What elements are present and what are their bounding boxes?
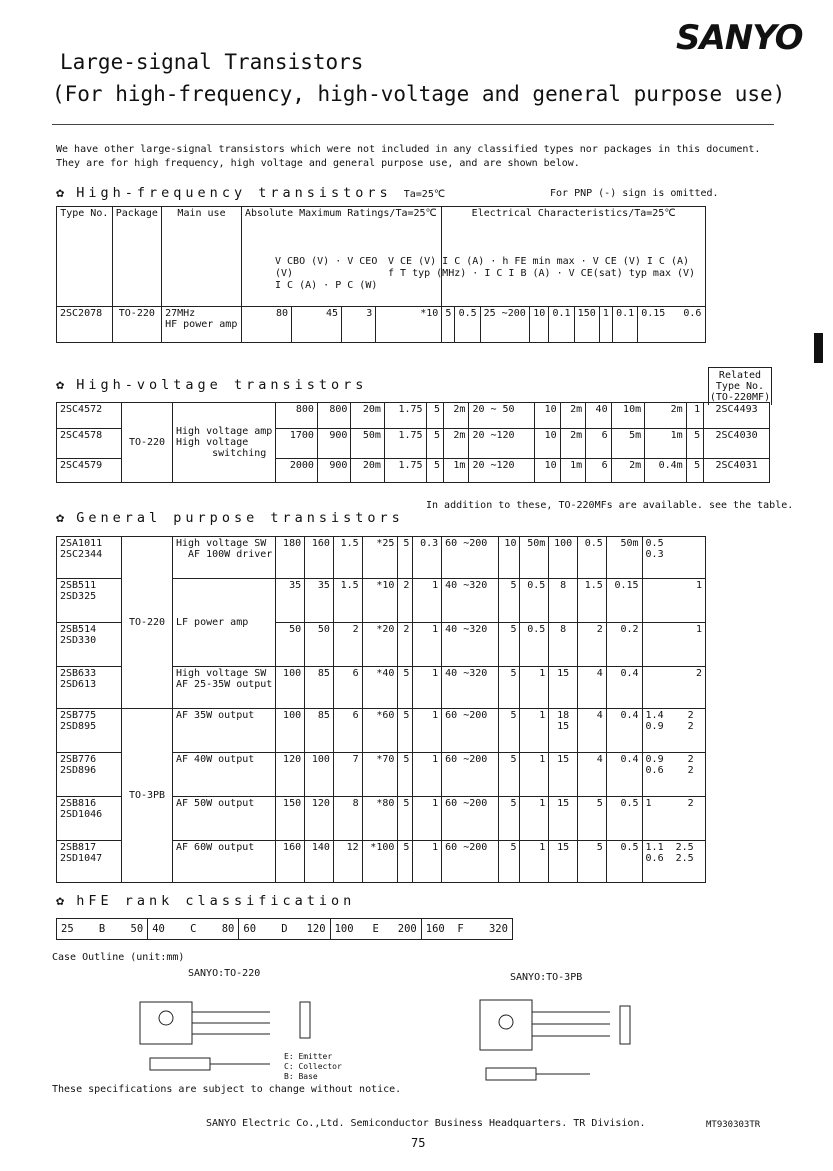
table-row: 2SC2078 TO-220 27MHz HF power amp 80 45 3 *10 5 0.5 25 ∼200 10 0.1 150 1 0.1 0.15 0.6 (57, 307, 706, 343)
elec-symbols: V CE (V) I C (A) · h FE min max · V CE (V) I C (A) f T typ (MHz) · I C I B (A) · V CE(sat) typ max (V) (388, 256, 696, 279)
col-elec: Electrical Characteristics/Ta=25℃ (442, 207, 706, 307)
to220-mount-hole (159, 1011, 173, 1025)
document-code: MT930303TR (706, 1120, 761, 1130)
table-row: 2SB816 2SD1046 AF 50W output 150 120 8 *80 5 1 60 ∼200 5 1 15 5 0.5 1 2 (57, 797, 706, 841)
edge-tab-marker (814, 333, 823, 363)
to3pb-mount-hole (499, 1015, 513, 1029)
table-row: 2SC4572 TO-220 High voltage amp High voltage switching 800 800 20m 1.75 5 2m 20 ∼ 50 10 2m 40 10m 2m 1 2SC4493 (57, 403, 770, 429)
hv-heading: ✿ High-voltage transistors (56, 377, 368, 393)
to220-label: SANYO:TO-220 (188, 968, 261, 979)
hfe-rank-heading: ✿ hFE rank classification (56, 893, 356, 909)
table-row: 2SB776 2SD896 AF 40W output 120 100 7 *70 5 1 60 ∼200 5 1 15 4 0.4 0.9 2 0.6 2 (57, 753, 706, 797)
hf-heading: ✿ High-frequency transistors Ta=25℃ (56, 185, 446, 201)
sanyo-logo: SANYO (676, 18, 803, 58)
hv-table (56, 402, 770, 483)
table-row: 2SC4579 2000 900 20m 1.75 5 1m 20 ∼120 10 1m 6 2m 0.4m 5 2SC4031 (57, 459, 770, 483)
col-package: Package (112, 207, 162, 307)
table-row: 2SB633 2SD613 High voltage SW AF 25-35W output 100 85 6 *40 5 1 40 ∼320 5 1 15 4 0.4 2 (57, 667, 706, 709)
to3pb-drawing (470, 986, 660, 1086)
to3pb-side-view (620, 1006, 630, 1044)
table-row: 2SB817 2SD1047 AF 60W output 160 140 12 *100 5 1 60 ∼200 5 1 15 5 0.5 1.1 2.5 0.6 2.5 (57, 841, 706, 883)
addition-note: In addition to these, TO-220MFs are available. see the table. (426, 500, 794, 511)
to220-body (140, 1002, 192, 1044)
table-row: 25 B 50 40 C 80 60 D 120 100 E 200 160 F 320 (57, 919, 513, 940)
title-divider (52, 124, 774, 125)
table-row: 2SC4578 1700 900 50m 1.75 5 2m 20 ∼120 10 2m 6 5m 1m 5 2SC4030 (57, 429, 770, 459)
to3pb-label: SANYO:TO-3PB (510, 972, 583, 983)
intro-paragraph: We have other large-signal transistors which were not included in any classified types nor packages in this document. They are for high frequency, high voltage and general purpose use, and are shown below. (56, 144, 761, 169)
table-row: 2SB775 2SD895 TO-3PB AF 35W output 100 85 6 *60 5 1 60 ∼200 5 1 18 15 4 0.4 1.4 2 0.9 2 (57, 709, 706, 753)
case-outline-label: Case Outline (unit:mm) (52, 952, 185, 963)
pnp-note: For PNP (-) sign is omitted. (550, 188, 719, 199)
hfe-rank-table (56, 918, 513, 940)
to220-bottom-view (150, 1058, 210, 1070)
col-main-use: Main use (162, 207, 242, 307)
pin-legend: E: Emitter C: Collector B: Base (284, 1052, 342, 1081)
to3pb-body (480, 1000, 532, 1050)
abs-max-symbols: V CBO (V) · V CEO (V) I C (A) · P C (W) (275, 256, 378, 291)
to3pb-bottom-view (486, 1068, 536, 1080)
table-row: 2SB511 2SD325 LF power amp 35 35 1.5 *10 2 1 40 ∼320 5 0.5 8 1.5 0.15 1 (57, 579, 706, 623)
gp-table (56, 536, 706, 883)
star-bullet-icon: ✿ (56, 510, 65, 526)
subject-note: These specifications are subject to change without notice. (52, 1084, 402, 1095)
table-row: 2SA1011 2SC2344 TO-220 High voltage SW AF 100W driver 180 160 1.5 *25 5 0.3 60 ∼200 10 50m 100 0.5 50m 0.5 0.3 (57, 537, 706, 579)
to220-side-view (300, 1002, 310, 1038)
page-number: 75 (411, 1136, 426, 1150)
col-type-no: Type No. (57, 207, 113, 307)
gp-heading: ✿ General purpose transistors (56, 510, 404, 526)
table-row: 2SB514 2SD330 50 50 2 *20 2 1 40 ∼320 5 0.5 8 2 0.2 1 (57, 623, 706, 667)
col-abs-max: Absolute Maximum Ratings/Ta=25℃ (241, 207, 441, 307)
star-bullet-icon: ✿ (56, 893, 65, 909)
related-type-header: Related Type No. (TO-220MF) (708, 367, 772, 405)
star-bullet-icon: ✿ (56, 185, 65, 201)
page-title: Large-signal Transistors (60, 50, 364, 74)
footer-text: SANYO Electric Co.,Ltd. Semiconductor Business Headquarters. TR Division. (206, 1118, 646, 1129)
page-subtitle: (For high-frequency, high-voltage and general purpose use) (52, 82, 786, 106)
star-bullet-icon: ✿ (56, 377, 65, 393)
